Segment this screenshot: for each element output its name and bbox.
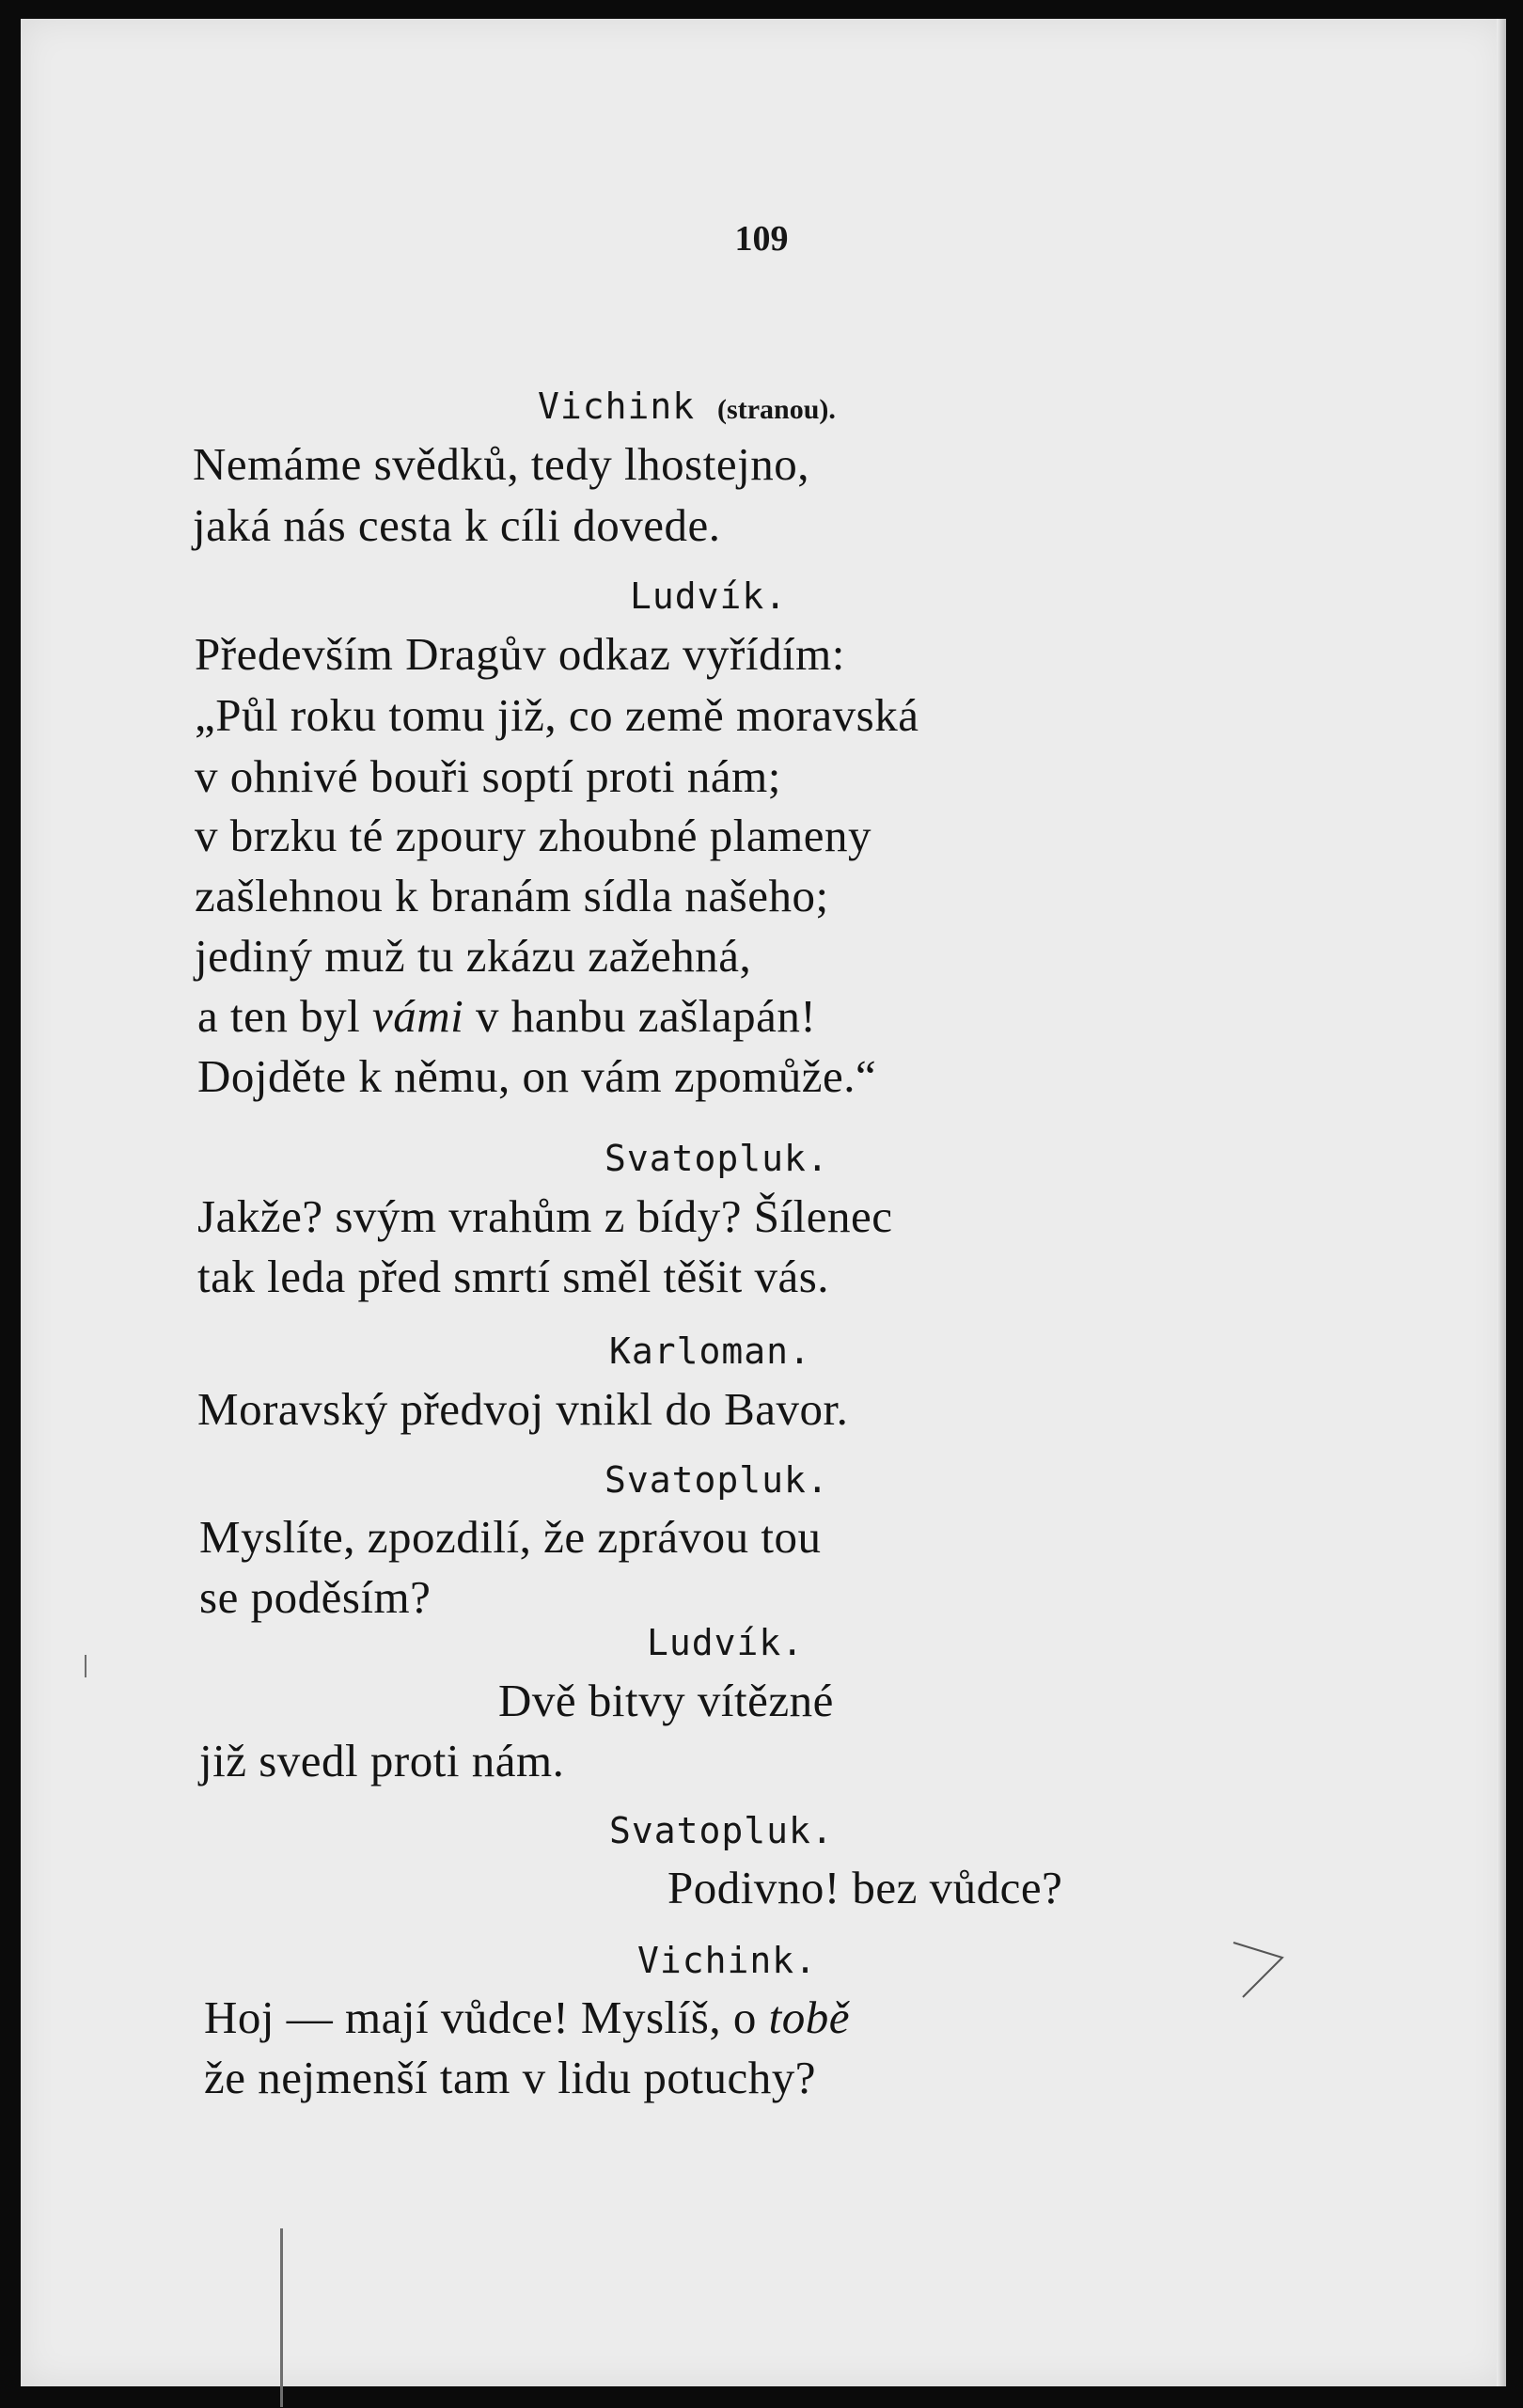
verse-line: jediný muž tu zkázu zažehná, bbox=[195, 930, 752, 982]
verse-line: Moravský předvoj vnikl do Bavor. bbox=[197, 1383, 849, 1435]
scan-artifact-line bbox=[280, 2228, 283, 2407]
speaker-label: Svatopluk. bbox=[604, 1138, 829, 1179]
verse-line: že nejmenší tam v lidu potuchy? bbox=[204, 2052, 816, 2103]
verse-line: v brzku té zpoury zhoubné plameny bbox=[195, 810, 871, 861]
speaker-label: Svatopluk. bbox=[609, 1810, 834, 1851]
speaker-label: Vichink. bbox=[637, 1940, 818, 1981]
verse-line: Podivno! bez vůdce? bbox=[667, 1862, 1063, 1913]
verse-line: zašlehnou k branám sídla našeho; bbox=[195, 870, 829, 921]
italic-word: tobě bbox=[768, 1991, 850, 2043]
verse-line: Dvě bitvy vítězné bbox=[498, 1675, 834, 1726]
scan-artifact-dot bbox=[85, 1655, 86, 1677]
verse-line-italic bbox=[204, 1991, 850, 2044]
verse-line: jaká nás cesta k cíli dovede. bbox=[193, 499, 721, 551]
verse-line: Nemáme svědků, tedy lhostejno, bbox=[193, 438, 809, 490]
speaker-label: Karloman. bbox=[609, 1330, 811, 1372]
speaker-label: Ludvík. bbox=[630, 575, 788, 617]
speaker-label: Svatopluk. bbox=[604, 1459, 829, 1501]
verse-line: tak leda před smrtí směl těšit vás. bbox=[197, 1251, 830, 1302]
verse-line: v ohnivé bouři soptí proti nám; bbox=[195, 750, 781, 802]
verse-line: Myslíte, zpozdilí, že zprávou tou bbox=[199, 1511, 822, 1563]
page-edge bbox=[1497, 19, 1506, 2386]
stage-direction: (stranou). bbox=[717, 394, 836, 425]
verse-line-italic bbox=[197, 989, 816, 1043]
speaker-label bbox=[538, 386, 836, 427]
pencil-mark-icon bbox=[1232, 1937, 1288, 2003]
verse-text: v hanbu zašlapán! bbox=[475, 990, 817, 1042]
verse-line: Jakže? svým vrahům z bídy? Šílenec bbox=[197, 1190, 893, 1242]
verse-line: Především Dragův odkaz vyřídím: bbox=[195, 628, 845, 680]
page-number: 109 bbox=[734, 219, 789, 259]
verse-line: se poděsím? bbox=[199, 1571, 432, 1623]
speaker-label: Ludvík. bbox=[647, 1622, 805, 1663]
italic-word: vámi bbox=[371, 990, 464, 1042]
verse-text: Hoj — mají vůdce! Myslíš, o bbox=[204, 1991, 757, 2043]
verse-line: Dojděte k němu, on vám zpomůže.“ bbox=[197, 1050, 877, 1102]
verse-text: a ten byl bbox=[197, 990, 361, 1042]
verse-line: „Půl roku tomu již, co země moravská bbox=[195, 689, 919, 741]
speaker-name: Vichink bbox=[538, 386, 696, 427]
verse-line: již svedl proti nám. bbox=[199, 1735, 565, 1786]
